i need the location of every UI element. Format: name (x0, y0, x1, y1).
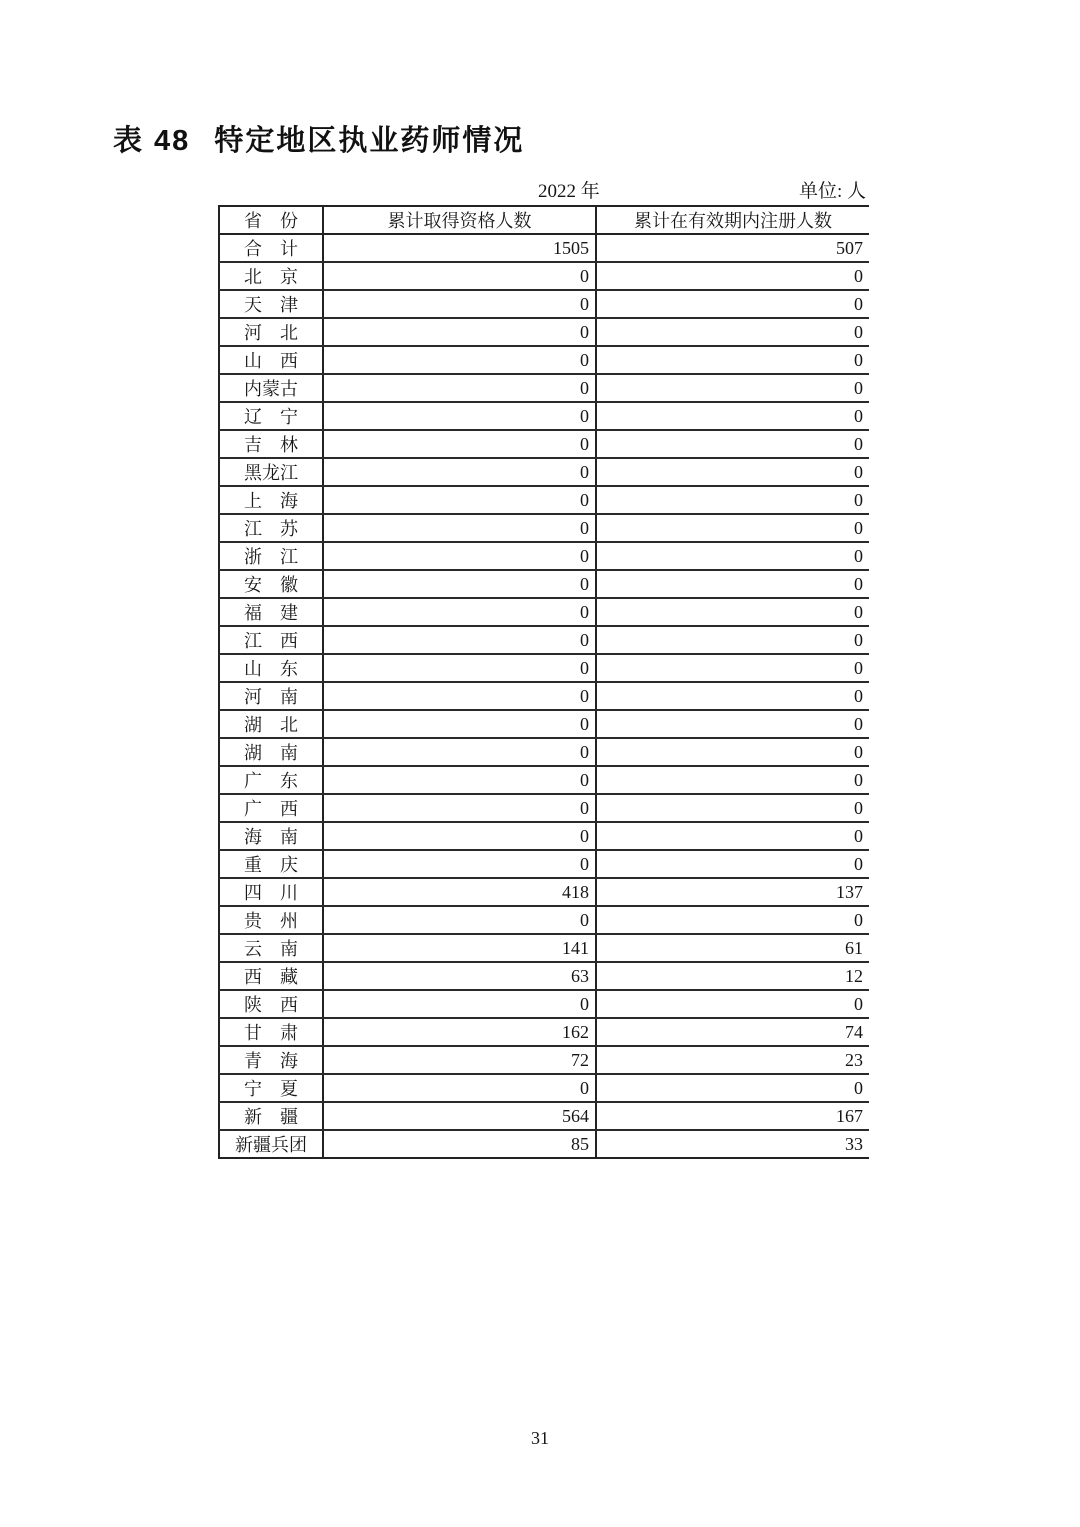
row-province-cell: 浙 江 (219, 542, 323, 570)
row-registered-count-cell: 0 (596, 458, 869, 486)
table-row (219, 262, 869, 290)
row-registered-count-cell: 0 (596, 374, 869, 402)
row-registered-count-cell: 0 (596, 794, 869, 822)
row-qualified-count-cell: 0 (323, 822, 596, 850)
table-header-row (219, 206, 869, 234)
row-qualified-count-cell: 1505 (323, 234, 596, 262)
table-row (219, 934, 869, 962)
table-row (219, 234, 869, 262)
row-qualified-count-cell: 0 (323, 990, 596, 1018)
table-row (219, 990, 869, 1018)
row-province-cell: 黑龙江 (219, 458, 323, 486)
row-qualified-count-cell: 0 (323, 766, 596, 794)
row-registered-count-cell: 0 (596, 1074, 869, 1102)
row-province-cell: 新 疆 (219, 1102, 323, 1130)
row-qualified-count-cell: 0 (323, 514, 596, 542)
row-qualified-count-cell: 418 (323, 878, 596, 906)
row-province-cell: 山 西 (219, 346, 323, 374)
row-province-cell: 河 南 (219, 682, 323, 710)
row-qualified-count-cell: 0 (323, 262, 596, 290)
row-province-cell: 江 苏 (219, 514, 323, 542)
page-title (113, 126, 524, 158)
row-registered-count-cell: 0 (596, 290, 869, 318)
row-qualified-count-cell: 0 (323, 1074, 596, 1102)
row-province-cell: 甘 肃 (219, 1018, 323, 1046)
row-province-cell: 贵 州 (219, 906, 323, 934)
row-qualified-count-cell: 141 (323, 934, 596, 962)
table-row (219, 1074, 869, 1102)
row-registered-count-cell: 0 (596, 430, 869, 458)
row-province-cell: 海 南 (219, 822, 323, 850)
table-row (219, 458, 869, 486)
row-province-cell: 上 海 (219, 486, 323, 514)
row-qualified-count-cell: 0 (323, 290, 596, 318)
row-province-cell: 河 北 (219, 318, 323, 346)
col-header-province: 省 份 (219, 206, 323, 234)
table-row (219, 346, 869, 374)
row-registered-count-cell: 0 (596, 766, 869, 794)
table-row (219, 1130, 869, 1158)
row-qualified-count-cell: 0 (323, 626, 596, 654)
row-registered-count-cell: 0 (596, 346, 869, 374)
row-qualified-count-cell: 0 (323, 318, 596, 346)
row-registered-count-cell: 507 (596, 234, 869, 262)
table-row (219, 514, 869, 542)
table-row (219, 430, 869, 458)
row-province-cell: 福 建 (219, 598, 323, 626)
row-province-cell: 江 西 (219, 626, 323, 654)
table-row (219, 710, 869, 738)
table-row (219, 570, 869, 598)
row-qualified-count-cell: 0 (323, 654, 596, 682)
row-registered-count-cell: 0 (596, 486, 869, 514)
row-qualified-count-cell: 85 (323, 1130, 596, 1158)
table-row (219, 738, 869, 766)
row-qualified-count-cell: 0 (323, 430, 596, 458)
row-province-cell: 吉 林 (219, 430, 323, 458)
row-qualified-count-cell: 0 (323, 710, 596, 738)
row-qualified-count-cell: 0 (323, 542, 596, 570)
row-province-cell: 四 川 (219, 878, 323, 906)
row-qualified-count-cell: 72 (323, 1046, 596, 1074)
table-row (219, 794, 869, 822)
row-registered-count-cell: 0 (596, 626, 869, 654)
row-registered-count-cell: 0 (596, 402, 869, 430)
row-qualified-count-cell: 0 (323, 738, 596, 766)
row-province-cell: 辽 宁 (219, 402, 323, 430)
row-registered-count-cell: 0 (596, 682, 869, 710)
row-registered-count-cell: 0 (596, 850, 869, 878)
table-row (219, 374, 869, 402)
row-province-cell: 青 海 (219, 1046, 323, 1074)
row-registered-count-cell: 0 (596, 318, 869, 346)
row-qualified-count-cell: 0 (323, 486, 596, 514)
row-qualified-count-cell: 0 (323, 682, 596, 710)
row-qualified-count-cell: 0 (323, 794, 596, 822)
row-qualified-count-cell: 162 (323, 1018, 596, 1046)
table-header (219, 206, 869, 234)
row-registered-count-cell: 137 (596, 878, 869, 906)
row-province-cell: 北 京 (219, 262, 323, 290)
table-row (219, 318, 869, 346)
row-registered-count-cell: 0 (596, 738, 869, 766)
table-row (219, 654, 869, 682)
unit-label: 单位: 人 (798, 181, 866, 202)
table-row (219, 290, 869, 318)
row-qualified-count-cell: 0 (323, 374, 596, 402)
row-registered-count-cell: 167 (596, 1102, 869, 1130)
row-province-cell: 湖 北 (219, 710, 323, 738)
year-label: 2022 年 (538, 181, 600, 202)
table-meta-row (218, 176, 868, 204)
table-row (219, 766, 869, 794)
row-province-cell: 重 庆 (219, 850, 323, 878)
row-qualified-count-cell: 0 (323, 850, 596, 878)
table-row (219, 486, 869, 514)
row-registered-count-cell: 0 (596, 710, 869, 738)
row-qualified-count-cell: 564 (323, 1102, 596, 1130)
row-registered-count-cell: 61 (596, 934, 869, 962)
table-row (219, 906, 869, 934)
row-province-cell: 广 东 (219, 766, 323, 794)
table-row (219, 1018, 869, 1046)
row-registered-count-cell: 0 (596, 570, 869, 598)
table-row (219, 402, 869, 430)
row-province-cell: 山 东 (219, 654, 323, 682)
row-province-cell: 湖 南 (219, 738, 323, 766)
table-row (219, 850, 869, 878)
row-province-cell: 宁 夏 (219, 1074, 323, 1102)
table-row (219, 878, 869, 906)
row-qualified-count-cell: 0 (323, 402, 596, 430)
row-registered-count-cell: 74 (596, 1018, 869, 1046)
row-registered-count-cell: 0 (596, 654, 869, 682)
table-row (219, 542, 869, 570)
row-registered-count-cell: 0 (596, 598, 869, 626)
row-registered-count-cell: 0 (596, 906, 869, 934)
row-province-cell: 西 藏 (219, 962, 323, 990)
table-row (219, 962, 869, 990)
row-qualified-count-cell: 0 (323, 598, 596, 626)
row-registered-count-cell: 12 (596, 962, 869, 990)
row-registered-count-cell: 0 (596, 542, 869, 570)
row-province-cell: 云 南 (219, 934, 323, 962)
row-registered-count-cell: 0 (596, 514, 869, 542)
table-row (219, 1102, 869, 1130)
row-registered-count-cell: 0 (596, 822, 869, 850)
row-registered-count-cell: 33 (596, 1130, 869, 1158)
page-number: 31 (531, 1428, 549, 1448)
row-province-cell: 合 计 (219, 234, 323, 262)
row-registered-count-cell: 0 (596, 262, 869, 290)
pharmacist-statistics-table (218, 205, 869, 1159)
row-qualified-count-cell: 0 (323, 346, 596, 374)
row-qualified-count-cell: 0 (323, 570, 596, 598)
row-qualified-count-cell: 63 (323, 962, 596, 990)
table-body (219, 234, 869, 1158)
row-qualified-count-cell: 0 (323, 906, 596, 934)
table-row (219, 598, 869, 626)
table-row (219, 1046, 869, 1074)
table-row (219, 822, 869, 850)
row-province-cell: 陕 西 (219, 990, 323, 1018)
row-province-cell: 广 西 (219, 794, 323, 822)
row-province-cell: 新疆兵团 (219, 1130, 323, 1158)
col-header-qualified: 累计取得资格人数 (323, 206, 596, 234)
table-row (219, 682, 869, 710)
row-qualified-count-cell: 0 (323, 458, 596, 486)
row-registered-count-cell: 23 (596, 1046, 869, 1074)
row-province-cell: 天 津 (219, 290, 323, 318)
table-title-text: 特定地区执业药师情况 (214, 125, 525, 157)
table-row (219, 626, 869, 654)
col-header-registered: 累计在有效期内注册人数 (596, 206, 869, 234)
table-number-label: 表 48 (113, 125, 191, 157)
row-province-cell: 内蒙古 (219, 374, 323, 402)
row-province-cell: 安 徽 (219, 570, 323, 598)
row-registered-count-cell: 0 (596, 990, 869, 1018)
